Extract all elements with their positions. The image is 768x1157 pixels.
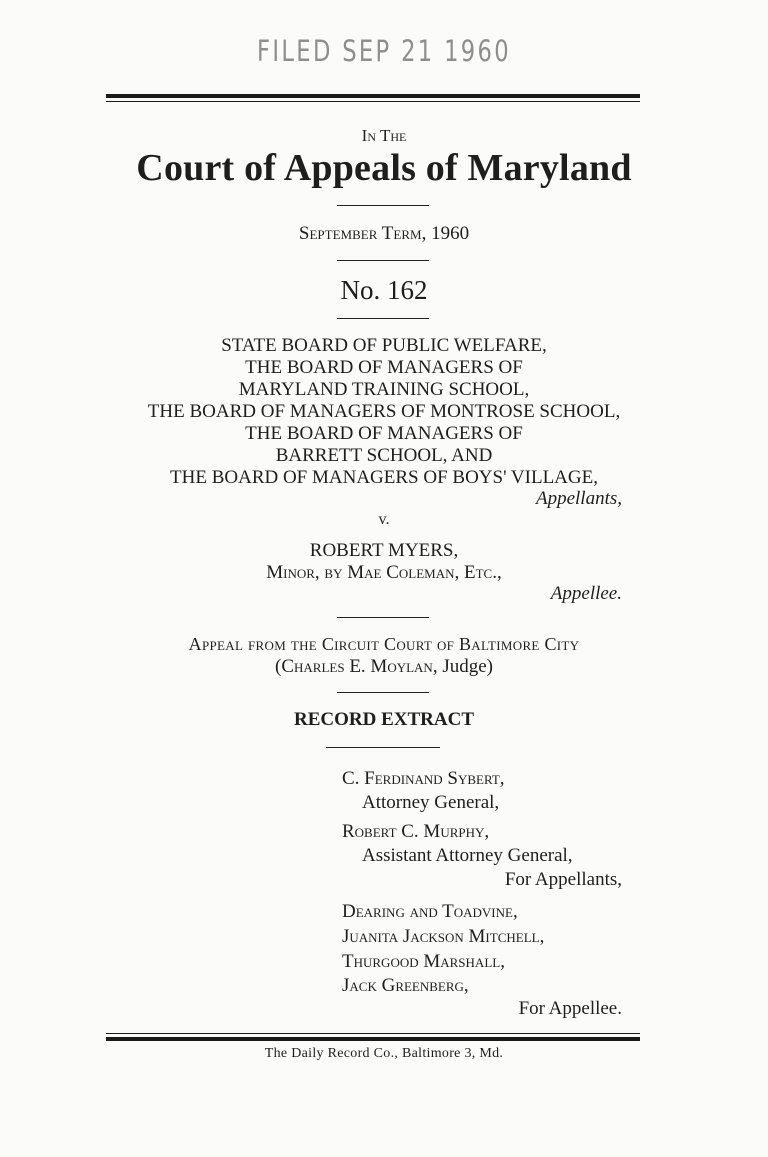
appellant-line: THE BOARD OF MANAGERS OF MONTROSE SCHOOL, [147,401,621,422]
paren-open: ( [275,656,282,677]
versus: v. [378,511,390,528]
appellee-detail: Minor, by Mae Coleman, Etc., [266,562,502,583]
counsel-name: Robert C. Murphy, [342,821,490,842]
appellant-line: STATE BOARD OF PUBLIC WELFARE, [221,335,547,356]
record-extract-title: RECORD EXTRACT [294,709,474,730]
divider [337,617,429,618]
divider [337,692,429,693]
term: September Term, 1960 [298,223,470,244]
appellant-line: MARYLAND TRAINING SCHOOL, [238,379,530,400]
appellants-role: Appellants, [535,488,622,509]
divider [337,205,429,206]
judge-title: Judge) [437,656,493,677]
judge-name: Charles E. Moylan, [281,656,438,677]
top-double-rule [106,94,640,102]
for-appellants-label: For Appellants, [504,869,622,890]
filed-stamp: FILED SEP 21 1960 [257,34,511,68]
appellants-block [0,335,768,489]
court-title: Court of Appeals of Maryland [136,147,632,189]
appellee-role: Appellee. [550,583,622,604]
counsel-name: C. Ferdinand Sybert, [342,768,505,789]
case-number: No. 162 [340,275,428,305]
appellant-line: THE BOARD OF MANAGERS OF [245,357,523,378]
counsel-title: Assistant Attorney General, [362,845,573,866]
appeal-from: Appeal from the Circuit Court of Baltimore City [188,634,580,654]
appellant-line: THE BOARD OF MANAGERS OF BOYS' VILLAGE, [170,467,598,488]
appellee-name: ROBERT MYERS, [309,540,459,561]
for-appellee-label: For Appellee. [518,998,622,1019]
printer-imprint: The Daily Record Co., Baltimore 3, Md. [264,1046,504,1061]
judge-line [0,656,768,678]
appellant-line: BARRETT SCHOOL, AND [275,445,493,466]
counsel-name: Dearing and Toadvine, [342,901,518,922]
appellant-line: THE BOARD OF MANAGERS OF [245,423,523,444]
counsel-title: Attorney General, [362,792,500,813]
counsel-name: Jack Greenberg, [342,975,469,996]
counsel-name: Thurgood Marshall, [342,951,505,972]
in-the-heading: In The [361,126,407,145]
bottom-double-rule [106,1033,640,1041]
counsel-name: Juanita Jackson Mitchell, [342,926,545,947]
divider [326,747,440,748]
divider [337,318,429,319]
divider [337,260,429,261]
